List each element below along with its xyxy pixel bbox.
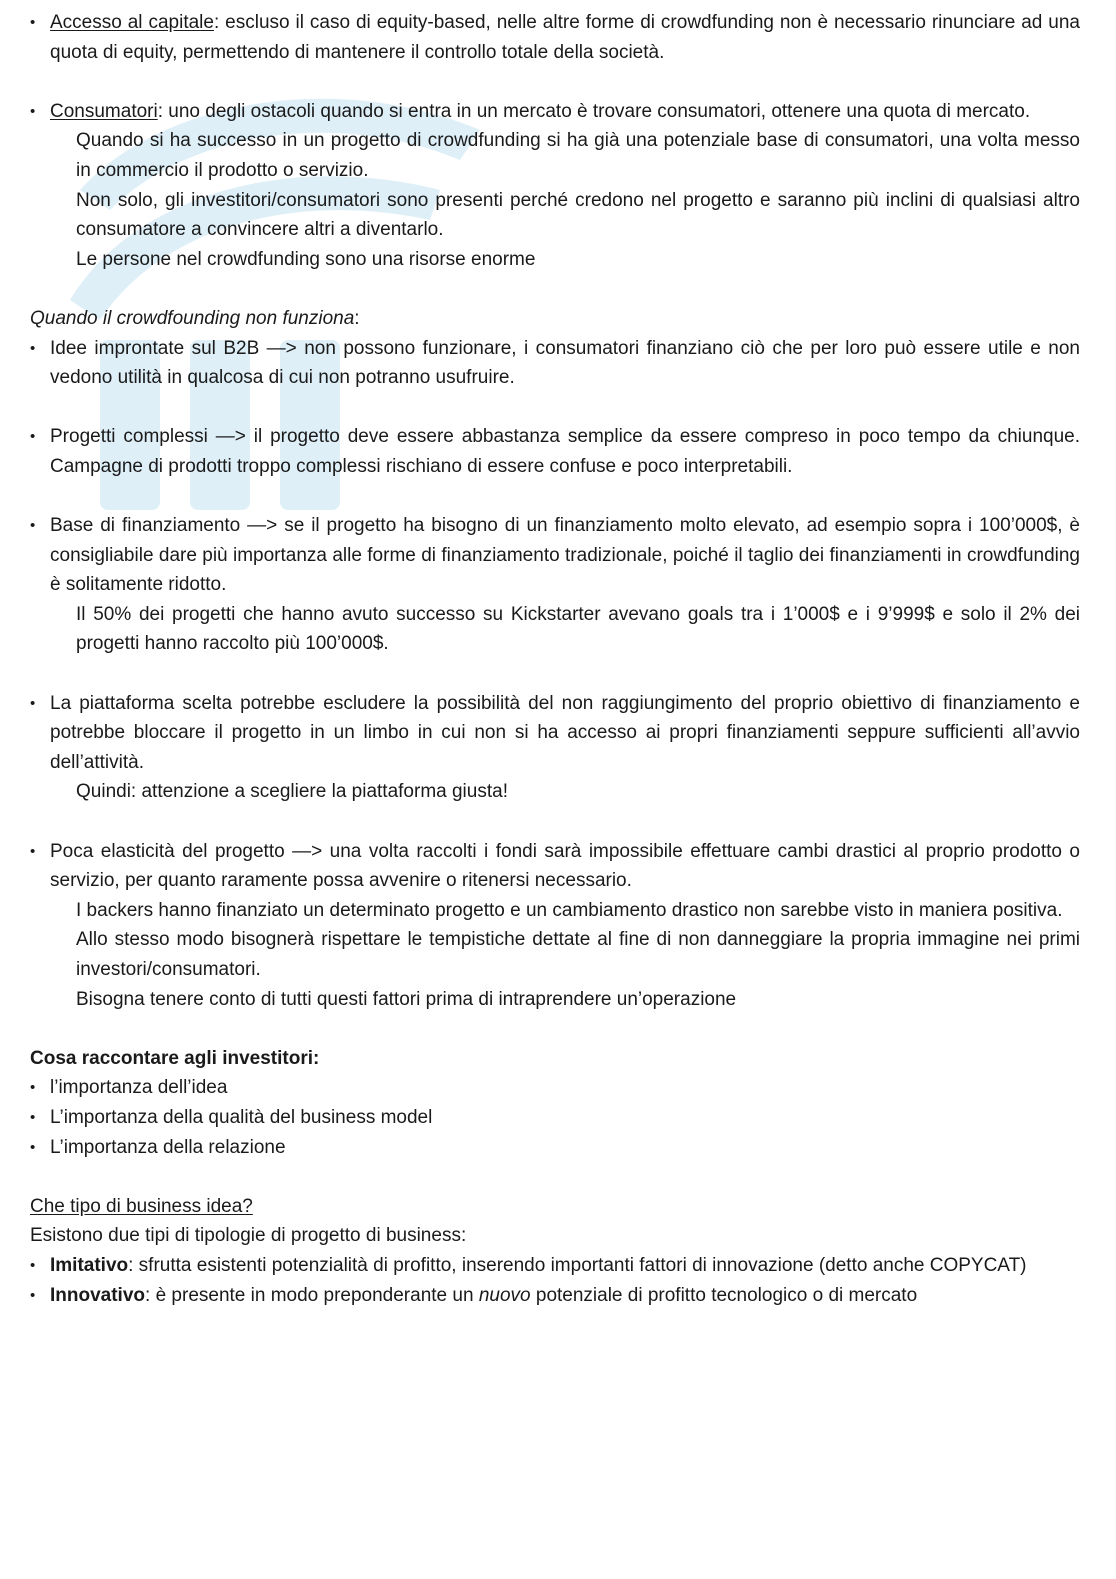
document-page bbox=[30, 8, 1080, 1310]
term-accesso-capitale: Accesso al capitale bbox=[50, 12, 214, 33]
bullet-b2b: • Idee improntate sul B2B —> non possono funzionare, i consumatori finanziano ciò che per loro può essere utile e non vedono utilità in qualcosa di cui non potranno usufruire. bbox=[30, 334, 1080, 393]
bullet-accesso-capitale: • Accesso al capitale: escluso il caso di equity-based, nelle altre forme di crowdfunding non è necessario rinunciare ad una quota di equity, permettendo di mantenere il controllo totale della società. bbox=[30, 8, 1080, 67]
section-heading-investitori: Cosa raccontare agli investitori: bbox=[30, 1047, 320, 1069]
bullet-base-finanziamento: • Base di finanziamento —> se il progetto ha bisogno di un finanziamento molto elevato, ad esempio sopra i 100’000$, è consigliabile dare più importanza alle forme di finanziamento tradizionale, poiché il taglio dei finanziamenti in crowdfunding è solitamente ridotto. bbox=[30, 511, 1080, 600]
bullet-progetti-complessi: • Progetti complessi —> il progetto deve essere abbastanza semplice da essere compreso in poco tempo da chiunque. Campagne di prodotti troppo complessi rischiano di essere confuse e poco interpretabili. bbox=[30, 422, 1080, 481]
section-heading-business-idea: Che tipo di business idea? bbox=[30, 1195, 253, 1217]
bullet-elasticita: • Poca elasticità del progetto —> una volta raccolti i fondi sarà impossibile effettuare cambi drastici al proprio prodotto o servizio, per quanto raramente possa avvenire o ritenersi necessario. bbox=[30, 837, 1080, 896]
consumatori-paragraph-2: Non solo, gli investitori/consumatori sono presenti perché credono nel progetto e saranno più inclini di qualsiasi altro consumatore a convincere altri a diventarlo. bbox=[76, 189, 1080, 241]
bullet-piattaforma: • La piattaforma scelta potrebbe escludere la possibilità del non raggiungimento del proprio obiettivo di finanziamento e potrebbe bloccare il progetto in un limbo in cui non si ha accesso ai propri finanziamenti seppure sufficienti all’avvio dell’attività. bbox=[30, 689, 1080, 778]
list-item: • L’importanza della relazione bbox=[30, 1133, 1080, 1163]
consumatori-paragraph-3: Le persone nel crowdfunding sono una risorse enorme bbox=[76, 248, 536, 270]
elasticita-paragraph-1: I backers hanno finanziato un determinato progetto e un cambiamento drastico non sarebbe visto in maniera positiva. bbox=[76, 899, 1063, 921]
list-item: • l’importanza dell’idea bbox=[30, 1073, 1080, 1103]
consumatori-paragraph-1: Quando si ha successo in un progetto di crowdfunding si ha già una potenziale base di consumatori, una volta messo in commercio il prodotto o servizio. bbox=[76, 130, 1080, 181]
elasticita-paragraph-3: Bisogna tenere conto di tutti questi fattori prima di intraprendere un’operazione bbox=[76, 988, 737, 1010]
elasticita-paragraph-2: Allo stesso modo bisognerà rispettare le tempistiche dettate al fine di non danneggiare la propria immagine nei primi investori/consumatori. bbox=[76, 929, 1080, 980]
kickstarter-paragraph: Il 50% dei progetti che hanno avuto successo su Kickstarter avevano goals tra i 1’000$ e i 9’999$ e solo il 2% dei progetti hanno raccolto più 100’000$. bbox=[76, 603, 1080, 655]
piattaforma-paragraph: Quindi: attenzione a scegliere la piattaforma giusta! bbox=[76, 781, 508, 803]
bullet-innovativo: • Innovativo: è presente in modo preponderante un nuovo potenziale di profitto tecnologico o di mercato bbox=[30, 1281, 1080, 1311]
section-heading-non-funziona: Quando il crowdfounding non funziona: bbox=[30, 307, 360, 329]
bullet-imitativo: • Imitativo: sfrutta esistenti potenzialità di profitto, inserendo importanti fattori di innovazione (detto anche COPYCAT) bbox=[30, 1251, 1080, 1281]
business-intro: Esistono due tipi di tipologie di progetto di business: bbox=[30, 1225, 467, 1247]
bullet-consumatori: • Consumatori: uno degli ostacoli quando si entra in un mercato è trovare consumatori, ottenere una quota di mercato. bbox=[30, 97, 1080, 127]
term-consumatori: Consumatori bbox=[50, 100, 158, 122]
list-item: • L’importanza della qualità del business model bbox=[30, 1103, 1080, 1133]
